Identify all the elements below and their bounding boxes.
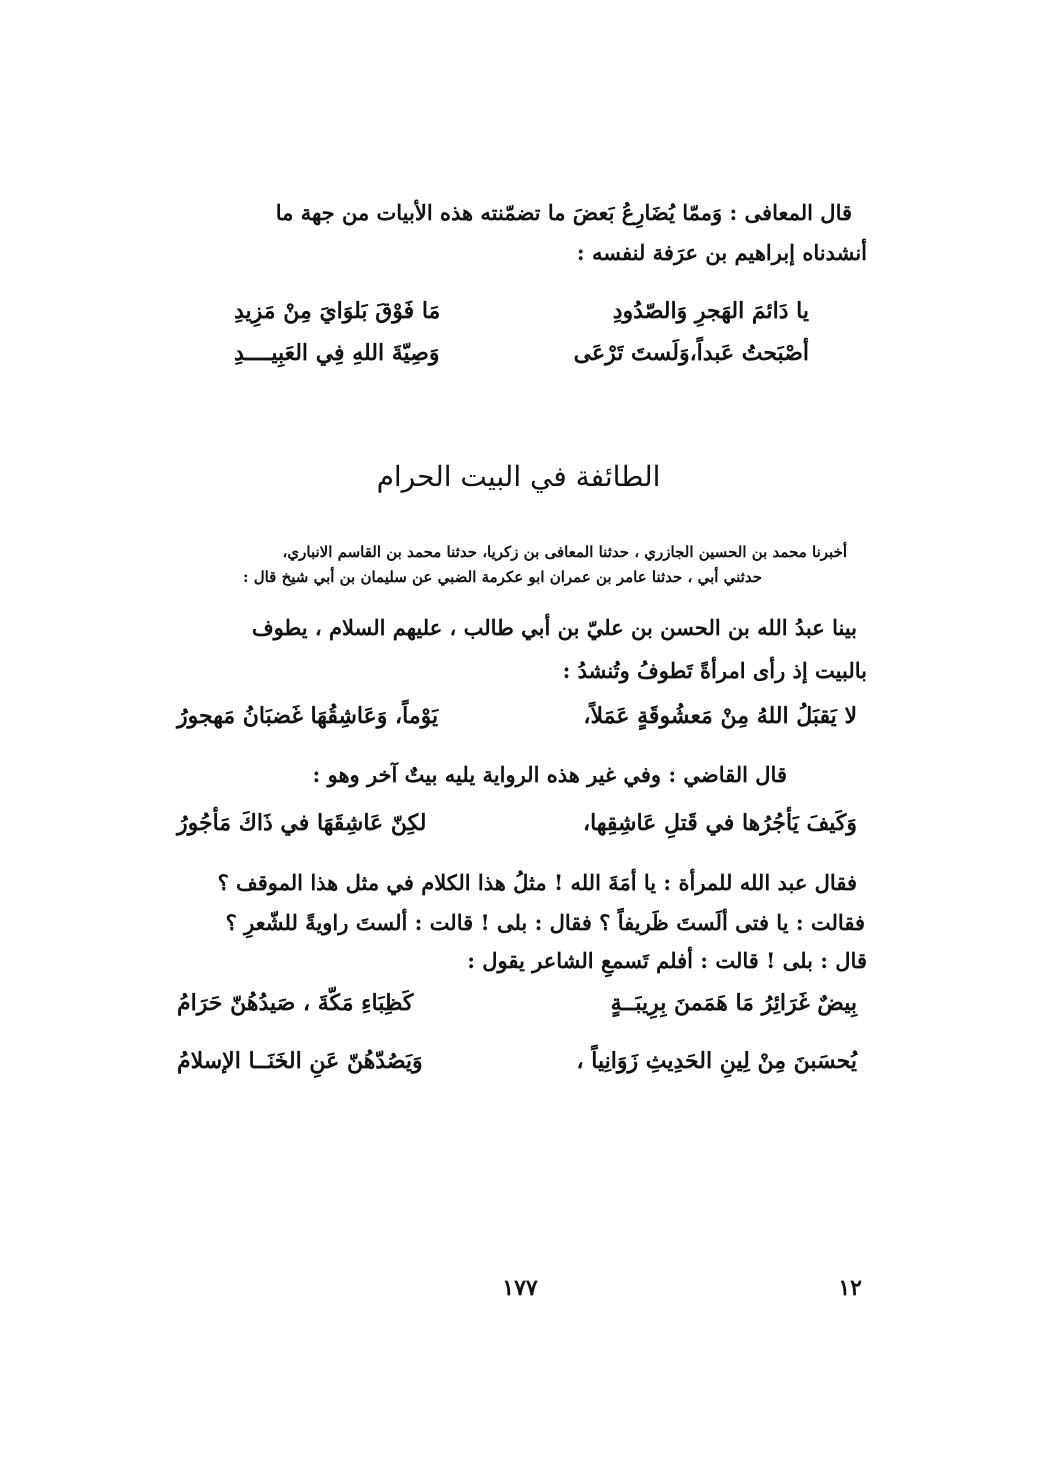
intro-line-2: أنشدناه إبراهيم بن عرَفة لنفسه : (576, 240, 867, 265)
verse-5-second-hemistich: كَظِبَاءِ مَكّةَ ، صَيدُهُنّ حَرَامُ (177, 990, 414, 1016)
verse-6-second-hemistich: وَيَصُدّهُنّ عَنِ الخَنَــا الإسلامُ (177, 1048, 423, 1074)
page-number: ١٧٧ (502, 1275, 538, 1301)
verse-6-first-hemistich: يُحسَبنَ مِنْ لِينِ الحَدِيثِ زَوَانِياً ، (576, 1048, 857, 1074)
verse-4 (177, 810, 857, 836)
verse-6 (177, 1048, 857, 1074)
verse-1 (234, 298, 809, 324)
isnad-line-1: أخبرنا محمد بن الحسين الجازري ، حدثنا المعافى بن زكريا، حدثنا محمد بن القاسم الانباري، (282, 543, 847, 561)
verse-4-first-hemistich: وَكَيفَ يَأجُرُها في قَتلِ عَاشِقِها، (582, 810, 857, 836)
verse-1-first-hemistich: يا دَائمَ الهَجرِ وَالصّدُودِ (612, 298, 809, 324)
verse-2-second-hemistich: وَصِيّةَ اللهِ فِي العَبِيــــدِ (234, 340, 440, 366)
verse-2-first-hemistich: أصْبَحتُ عَبداً،وَلَستَ تَرْعَى (573, 340, 809, 366)
verse-3-second-hemistich: يَوْماً، وَعَاشِقُهَا غَضبَانُ مَهجورُ (177, 703, 439, 729)
verse-3 (177, 703, 857, 729)
qadi-line: قال القاضي : وفي غير هذه الرواية يليه بيتٌ آخر وهو : (312, 762, 787, 787)
verse-2 (234, 340, 809, 366)
verse-4-second-hemistich: لكِنّ عَاشِقَهَا في ذَاكَ مَأجُورُ (177, 810, 427, 836)
intro-line-1: قال المعافى : وَممّا يُضَارِعُ بَعضَ ما تضمّنته هذه الأبيات من جهة ما (275, 200, 852, 225)
verse-5 (177, 990, 857, 1016)
dialogue-line-2: فقالت : يا فتى ألَستَ ظَريفاً ؟ فقال : بلى ! قالت : ألستَ راويةً للشّعرِ ؟ (225, 910, 865, 935)
story-line-1: بينا عبدُ الله بن الحسن بن عليّ بن أبي طالب ، عليهم السلام ، يطوف (251, 615, 857, 640)
dialogue-line-1: فقال عبد الله للمرأة : يا أمَةَ الله ! مثلُ هذا الكلام في مثل هذا الموقف ؟ (217, 870, 857, 895)
dialogue-line-3: قال : بلى ! قالت : أفلم تَسمعِ الشاعر يقول : (467, 948, 867, 973)
story-line-2: بالبيت إذ رأى امرأةً تَطوفُ وتُنشدُ : (562, 658, 867, 683)
section-title: الطائفة في البيت الحرام (376, 460, 661, 493)
verse-1-second-hemistich: مَا فَوْقَ بَلوَايَ مِنْ مَزِيدِ (234, 298, 441, 324)
signature-number: ١٢ (838, 1275, 862, 1301)
verse-5-first-hemistich: بِيضٌ غَرَائِرُ مَا هَمَمنَ بِرِيبَــةٍ (610, 990, 857, 1016)
isnad-line-2: حدثني أبي ، حدثنا عامر بن عمران ابو عكرمة الضبي عن سليمان بن أبي شيخ قال : (242, 568, 762, 586)
verse-3-first-hemistich: لا يَقبَلُ اللهُ مِنْ مَعشُوقَةٍ عَمَلاً، (583, 703, 857, 729)
